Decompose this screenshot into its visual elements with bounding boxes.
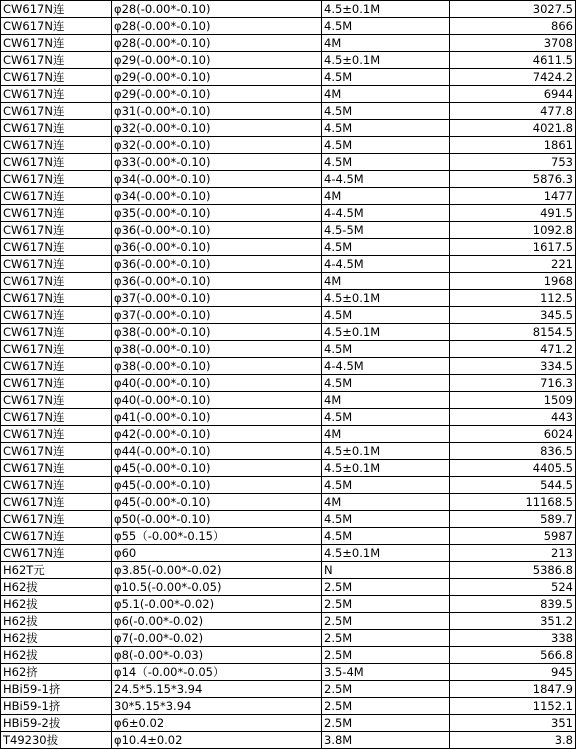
table-row <box>1 528 576 545</box>
weight-cell: 112.5 <box>450 290 576 307</box>
spec-cell: φ37(-0.00*-0.10) <box>112 290 322 307</box>
weight-cell: 7424.2 <box>450 69 576 86</box>
length-cell: 3.8M <box>322 732 450 749</box>
spec-cell: φ14（-0.00*-0.05） <box>112 664 322 681</box>
table-row <box>1 52 576 69</box>
weight-cell: 338 <box>450 630 576 647</box>
length-cell: 4.5±0.1M <box>322 290 450 307</box>
table-row <box>1 375 576 392</box>
table-row <box>1 732 576 749</box>
spec-cell: φ42(-0.00*-0.10) <box>112 426 322 443</box>
table-row <box>1 273 576 290</box>
weight-cell: 1617.5 <box>450 239 576 256</box>
weight-cell: 1847.9 <box>450 681 576 698</box>
weight-cell: 477.8 <box>450 103 576 120</box>
length-cell: 2.5M <box>322 596 450 613</box>
weight-cell: 8154.5 <box>450 324 576 341</box>
material-cell: H62挤 <box>1 664 112 681</box>
material-cell: CW617N连 <box>1 35 112 52</box>
material-cell: CW617N连 <box>1 290 112 307</box>
weight-cell: 4611.5 <box>450 52 576 69</box>
table-row <box>1 205 576 222</box>
spec-cell: φ50(-0.00*-0.10) <box>112 511 322 528</box>
weight-cell: 345.5 <box>450 307 576 324</box>
weight-cell: 471.2 <box>450 341 576 358</box>
weight-cell: 1477 <box>450 188 576 205</box>
weight-cell: 945 <box>450 664 576 681</box>
material-cell: CW617N连 <box>1 103 112 120</box>
weight-cell: 3.8 <box>450 732 576 749</box>
weight-cell: 1152.1 <box>450 698 576 715</box>
length-cell: 4.5M <box>322 528 450 545</box>
spec-cell: φ28(-0.00*-0.10) <box>112 35 322 52</box>
weight-cell: 4405.5 <box>450 460 576 477</box>
length-cell: N <box>322 562 450 579</box>
spec-cell: φ34(-0.00*-0.10) <box>112 188 322 205</box>
length-cell: 2.5M <box>322 647 450 664</box>
table-row <box>1 103 576 120</box>
weight-cell: 5386.8 <box>450 562 576 579</box>
table-row <box>1 18 576 35</box>
weight-cell: 1861 <box>450 137 576 154</box>
material-cell: CW617N连 <box>1 69 112 86</box>
weight-cell: 836.5 <box>450 443 576 460</box>
material-cell: CW617N连 <box>1 341 112 358</box>
weight-cell: 544.5 <box>450 477 576 494</box>
length-cell: 4-4.5M <box>322 256 450 273</box>
weight-cell: 1092.8 <box>450 222 576 239</box>
spec-cell: φ33(-0.00*-0.10) <box>112 154 322 171</box>
length-cell: 4.5±0.1M <box>322 443 450 460</box>
length-cell: 4.5M <box>322 375 450 392</box>
table-row <box>1 324 576 341</box>
spec-cell: φ6±0.02 <box>112 715 322 732</box>
material-cell: CW617N连 <box>1 205 112 222</box>
table-row <box>1 460 576 477</box>
table-row <box>1 290 576 307</box>
length-cell: 4.5M <box>322 239 450 256</box>
material-cell: H62拔 <box>1 596 112 613</box>
length-cell: 2.5M <box>322 698 450 715</box>
spec-cell: φ36(-0.00*-0.10) <box>112 256 322 273</box>
weight-cell: 1509 <box>450 392 576 409</box>
weight-cell: 351 <box>450 715 576 732</box>
length-cell: 4.5M <box>322 409 450 426</box>
material-cell: CW617N连 <box>1 154 112 171</box>
spec-cell: φ38(-0.00*-0.10) <box>112 341 322 358</box>
material-cell: H62T元 <box>1 562 112 579</box>
material-cell: HBi59-1挤 <box>1 681 112 698</box>
material-cell: CW617N连 <box>1 324 112 341</box>
material-cell: CW617N连 <box>1 137 112 154</box>
length-cell: 4M <box>322 392 450 409</box>
table-row <box>1 647 576 664</box>
length-cell: 4.5±0.1M <box>322 1 450 18</box>
weight-cell: 221 <box>450 256 576 273</box>
material-cell: CW617N连 <box>1 443 112 460</box>
weight-cell: 566.8 <box>450 647 576 664</box>
material-cell: CW617N连 <box>1 256 112 273</box>
table-row <box>1 494 576 511</box>
weight-cell: 589.7 <box>450 511 576 528</box>
length-cell: 2.5M <box>322 715 450 732</box>
length-cell: 4-4.5M <box>322 205 450 222</box>
weight-cell: 3027.5 <box>450 1 576 18</box>
material-cell: CW617N连 <box>1 171 112 188</box>
weight-cell: 839.5 <box>450 596 576 613</box>
length-cell: 4.5M <box>322 137 450 154</box>
length-cell: 2.5M <box>322 630 450 647</box>
table-row <box>1 511 576 528</box>
material-cell: CW617N连 <box>1 358 112 375</box>
length-cell: 4-4.5M <box>322 171 450 188</box>
spec-cell: φ45(-0.00*-0.10) <box>112 477 322 494</box>
spec-cell: φ38(-0.00*-0.10) <box>112 358 322 375</box>
length-cell: 2.5M <box>322 613 450 630</box>
weight-cell: 5876.3 <box>450 171 576 188</box>
material-cell: CW617N连 <box>1 511 112 528</box>
spec-cell: φ34(-0.00*-0.10) <box>112 171 322 188</box>
table-row <box>1 341 576 358</box>
material-cell: CW617N连 <box>1 477 112 494</box>
weight-cell: 213 <box>450 545 576 562</box>
table-row <box>1 222 576 239</box>
weight-cell: 6944 <box>450 86 576 103</box>
weight-cell: 524 <box>450 579 576 596</box>
spec-cell: φ6(-0.00*-0.02) <box>112 613 322 630</box>
spec-cell: φ37(-0.00*-0.10) <box>112 307 322 324</box>
material-cell: CW617N连 <box>1 18 112 35</box>
material-cell: H62拔 <box>1 613 112 630</box>
material-cell: CW617N连 <box>1 545 112 562</box>
table-row <box>1 120 576 137</box>
spec-cell: φ41(-0.00*-0.10) <box>112 409 322 426</box>
table-row <box>1 188 576 205</box>
material-cell: T49230拔 <box>1 732 112 749</box>
weight-cell: 443 <box>450 409 576 426</box>
table-row <box>1 409 576 426</box>
material-cell: CW617N连 <box>1 392 112 409</box>
weight-cell: 351.2 <box>450 613 576 630</box>
spec-cell: φ32(-0.00*-0.10) <box>112 120 322 137</box>
length-cell: 4.5M <box>322 477 450 494</box>
material-cell: CW617N连 <box>1 409 112 426</box>
table-row <box>1 35 576 52</box>
spec-cell: φ29(-0.00*-0.10) <box>112 69 322 86</box>
material-cell: CW617N连 <box>1 426 112 443</box>
table-row <box>1 69 576 86</box>
spec-cell: φ55（-0.00*-0.15） <box>112 528 322 545</box>
material-cell: HBi59-1挤 <box>1 698 112 715</box>
length-cell: 4.5±0.1M <box>322 545 450 562</box>
weight-cell: 4021.8 <box>450 120 576 137</box>
spec-cell: φ10.4±0.02 <box>112 732 322 749</box>
spec-cell: φ38(-0.00*-0.10) <box>112 324 322 341</box>
material-cell: CW617N连 <box>1 222 112 239</box>
material-cell: CW617N连 <box>1 188 112 205</box>
length-cell: 4-4.5M <box>322 358 450 375</box>
length-cell: 4.5M <box>322 120 450 137</box>
weight-cell: 753 <box>450 154 576 171</box>
spec-cell: 30*5.15*3.94 <box>112 698 322 715</box>
spec-cell: φ7(-0.00*-0.02) <box>112 630 322 647</box>
table-row <box>1 613 576 630</box>
length-cell: 4.5M <box>322 18 450 35</box>
length-cell: 4.5M <box>322 341 450 358</box>
table-row <box>1 443 576 460</box>
table-row <box>1 630 576 647</box>
spec-cell: φ32(-0.00*-0.10) <box>112 137 322 154</box>
spec-cell: φ35(-0.00*-0.10) <box>112 205 322 222</box>
material-cell: H62拔 <box>1 630 112 647</box>
length-cell: 4M <box>322 494 450 511</box>
table-row <box>1 1 576 18</box>
table-row <box>1 307 576 324</box>
spec-cell: φ8(-0.00*-0.03) <box>112 647 322 664</box>
table-row <box>1 171 576 188</box>
spec-cell: φ28(-0.00*-0.10) <box>112 1 322 18</box>
spec-cell: φ45(-0.00*-0.10) <box>112 494 322 511</box>
table-row <box>1 596 576 613</box>
spec-cell: φ45(-0.00*-0.10) <box>112 460 322 477</box>
length-cell: 4.5M <box>322 103 450 120</box>
spec-cell: φ29(-0.00*-0.10) <box>112 86 322 103</box>
table-row <box>1 137 576 154</box>
spec-cell: φ10.5(-0.00*-0.05) <box>112 579 322 596</box>
material-cell: CW617N连 <box>1 239 112 256</box>
spec-cell: 24.5*5.15*3.94 <box>112 681 322 698</box>
spec-cell: φ40(-0.00*-0.10) <box>112 375 322 392</box>
length-cell: 4.5M <box>322 69 450 86</box>
table-row <box>1 715 576 732</box>
material-cell: H62拔 <box>1 647 112 664</box>
table-row <box>1 681 576 698</box>
length-cell: 4.5M <box>322 307 450 324</box>
material-cell: H62拔 <box>1 579 112 596</box>
weight-cell: 334.5 <box>450 358 576 375</box>
weight-cell: 1968 <box>450 273 576 290</box>
table-row <box>1 545 576 562</box>
weight-cell: 3708 <box>450 35 576 52</box>
table-row <box>1 392 576 409</box>
material-cell: CW617N连 <box>1 52 112 69</box>
length-cell: 4M <box>322 426 450 443</box>
weight-cell: 491.5 <box>450 205 576 222</box>
table-row <box>1 698 576 715</box>
spec-cell: φ3.85(-0.00*-0.02) <box>112 562 322 579</box>
material-cell: CW617N连 <box>1 307 112 324</box>
material-cell: CW617N连 <box>1 86 112 103</box>
length-cell: 2.5M <box>322 681 450 698</box>
material-cell: HBi59-2拔 <box>1 715 112 732</box>
table-row <box>1 579 576 596</box>
length-cell: 4.5-5M <box>322 222 450 239</box>
material-cell: CW617N连 <box>1 1 112 18</box>
length-cell: 4.5±0.1M <box>322 460 450 477</box>
length-cell: 4M <box>322 188 450 205</box>
weight-cell: 716.3 <box>450 375 576 392</box>
spec-cell: φ31(-0.00*-0.10) <box>112 103 322 120</box>
table-row <box>1 562 576 579</box>
length-cell: 2.5M <box>322 579 450 596</box>
weight-cell: 11168.5 <box>450 494 576 511</box>
spec-cell: φ44(-0.00*-0.10) <box>112 443 322 460</box>
length-cell: 4.5M <box>322 154 450 171</box>
length-cell: 4M <box>322 86 450 103</box>
length-cell: 4.5M <box>322 511 450 528</box>
length-cell: 4M <box>322 35 450 52</box>
spec-cell: φ29(-0.00*-0.10) <box>112 52 322 69</box>
table-row <box>1 477 576 494</box>
spec-cell: φ5.1(-0.00*-0.02) <box>112 596 322 613</box>
table-row <box>1 358 576 375</box>
weight-cell: 866 <box>450 18 576 35</box>
table-row <box>1 86 576 103</box>
length-cell: 4M <box>322 273 450 290</box>
material-cell: CW617N连 <box>1 494 112 511</box>
spec-cell: φ36(-0.00*-0.10) <box>112 273 322 290</box>
material-cell: CW617N连 <box>1 120 112 137</box>
table-row <box>1 426 576 443</box>
spec-cell: φ60 <box>112 545 322 562</box>
spec-cell: φ36(-0.00*-0.10) <box>112 222 322 239</box>
spec-cell: φ40(-0.00*-0.10) <box>112 392 322 409</box>
table-row <box>1 664 576 681</box>
weight-cell: 5987 <box>450 528 576 545</box>
table-row <box>1 239 576 256</box>
length-cell: 4.5±0.1M <box>322 52 450 69</box>
material-cell: CW617N连 <box>1 375 112 392</box>
table-body <box>1 1 576 749</box>
length-cell: 4.5±0.1M <box>322 324 450 341</box>
material-cell: CW617N连 <box>1 528 112 545</box>
material-cell: CW617N连 <box>1 273 112 290</box>
length-cell: 3.5-4M <box>322 664 450 681</box>
spec-cell: φ36(-0.00*-0.10) <box>112 239 322 256</box>
material-cell: CW617N连 <box>1 460 112 477</box>
table-row <box>1 256 576 273</box>
spec-cell: φ28(-0.00*-0.10) <box>112 18 322 35</box>
table-row <box>1 154 576 171</box>
weight-cell: 6024 <box>450 426 576 443</box>
